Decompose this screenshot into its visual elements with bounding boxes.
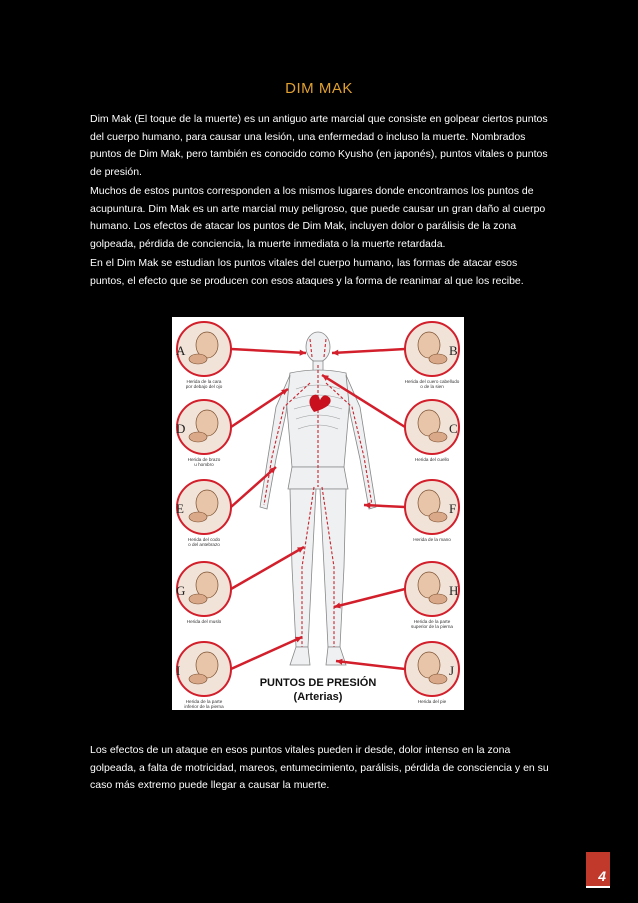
hand-pressure-illustration bbox=[429, 674, 447, 684]
pressure-points-figure bbox=[172, 317, 464, 710]
circle-caption: Herida de la parte bbox=[413, 619, 451, 624]
circle-letter: G bbox=[176, 583, 186, 598]
paragraph-study: En el Dim Mak se estudian los puntos vitales del cuerpo humano, las formas de atacar esos puntos, el efecto que se producen con esos ataques y la forma de reanimar al que los recibe. bbox=[90, 257, 524, 287]
circle-letter: C bbox=[449, 421, 458, 436]
hand-pressure-illustration bbox=[429, 594, 447, 604]
circle-caption: superior de la pierna bbox=[411, 624, 453, 629]
circle-caption: Herida del cuello bbox=[414, 457, 450, 462]
paragraph-effects: Los efectos de un ataque en esos puntos vitales pueden ir desde, dolor intenso en la zona golpeada, a falta de motricidad, mareos, entumecimiento, parálisis, pérdida de consciencia y en su caso más extremo puede llegar a causar la muerte. bbox=[90, 744, 549, 791]
circle-caption: o del antebrazo bbox=[188, 542, 220, 547]
hand-pressure-illustration bbox=[429, 432, 447, 442]
hand-pressure-illustration bbox=[429, 354, 447, 364]
circle-letter: B bbox=[449, 343, 458, 358]
injury-circle-h bbox=[405, 562, 459, 629]
circle-caption: Herida del cuero cabelludo bbox=[404, 379, 460, 384]
injury-circle-f bbox=[405, 480, 459, 542]
arrow-head-icon bbox=[332, 350, 338, 356]
pressure-points-diagram bbox=[172, 317, 464, 710]
injury-circle-d bbox=[176, 400, 231, 467]
page-number-badge bbox=[586, 852, 610, 888]
circle-caption: Herida de la cara bbox=[186, 379, 222, 384]
arrow-shaft-h bbox=[334, 589, 405, 607]
circle-caption: por debajo del ojo bbox=[185, 384, 223, 389]
circle-letter: J bbox=[449, 663, 455, 678]
hand-pressure-illustration bbox=[189, 432, 207, 442]
injury-circle-b bbox=[405, 322, 460, 389]
circle-letter: A bbox=[176, 343, 186, 358]
circle-caption: Herida del codo bbox=[187, 537, 221, 542]
circle-caption: Herida de la mano bbox=[413, 537, 451, 542]
paragraph-acupuncture: Muchos de estos puntos corresponden a los mismos lugares donde encontramos los puntos de acupuntura. Dim Mak es un arte marcial muy peligroso, que puede causar un gran daño al cuerpo humano. Los efectos de atacar los puntos de Dim Mak, incluyen dolor o parálisis de la zona golpeada, pérdida de conciencia, la muerte inmediata o la muerte retardada. bbox=[90, 185, 546, 250]
hand-pressure-illustration bbox=[429, 512, 447, 522]
hand-pressure-illustration bbox=[189, 512, 207, 522]
arrow-shaft-b bbox=[332, 349, 405, 353]
arrow-head-icon bbox=[364, 502, 370, 508]
circle-caption: Herida de la parte bbox=[185, 699, 223, 704]
figure-title-line1: PUNTOS DE PRESIÓN bbox=[259, 677, 377, 689]
circle-letter: D bbox=[176, 421, 186, 436]
page-title: DIM MAK bbox=[285, 80, 353, 97]
circle-caption: o de la sien bbox=[420, 384, 444, 389]
arrow-head-icon bbox=[300, 350, 306, 356]
circle-letter: I bbox=[176, 663, 181, 678]
circle-caption: Herida del muslo bbox=[186, 619, 222, 624]
circle-caption: Herida del pie bbox=[417, 699, 447, 704]
circle-caption: u hombro bbox=[194, 462, 214, 467]
hand-pressure-illustration bbox=[189, 354, 207, 364]
circle-caption: inferior de la pierna bbox=[184, 704, 224, 709]
circle-letter: H bbox=[449, 583, 459, 598]
injury-circle-c bbox=[405, 400, 459, 462]
hand-pressure-illustration bbox=[189, 594, 207, 604]
page-number: 4 bbox=[598, 868, 606, 884]
injury-circle-g bbox=[176, 562, 231, 624]
figure-title-line2: (Arterias) bbox=[293, 691, 343, 703]
injury-circle-j bbox=[405, 642, 459, 704]
injury-circle-i bbox=[176, 642, 231, 709]
circle-caption: Herida de brazo bbox=[187, 457, 221, 462]
arrow-shaft-a bbox=[231, 349, 306, 353]
injury-circle-a bbox=[176, 322, 231, 389]
paragraph-intro: Dim Mak (El toque de la muerte) es un antiguo arte marcial que consiste en golpear ciertos puntos del cuerpo humano, para causar una lesión, una enfermedad o incluso la muerte. Nombrados puntos de Dim Mak, pero también es conocido como Kyusho (en japonés), puntos vitales o puntos de presión. bbox=[90, 113, 548, 178]
injury-circle-e bbox=[176, 480, 231, 547]
circle-letter: E bbox=[176, 501, 184, 516]
hand-pressure-illustration bbox=[189, 674, 207, 684]
circle-letter: F bbox=[449, 501, 457, 516]
